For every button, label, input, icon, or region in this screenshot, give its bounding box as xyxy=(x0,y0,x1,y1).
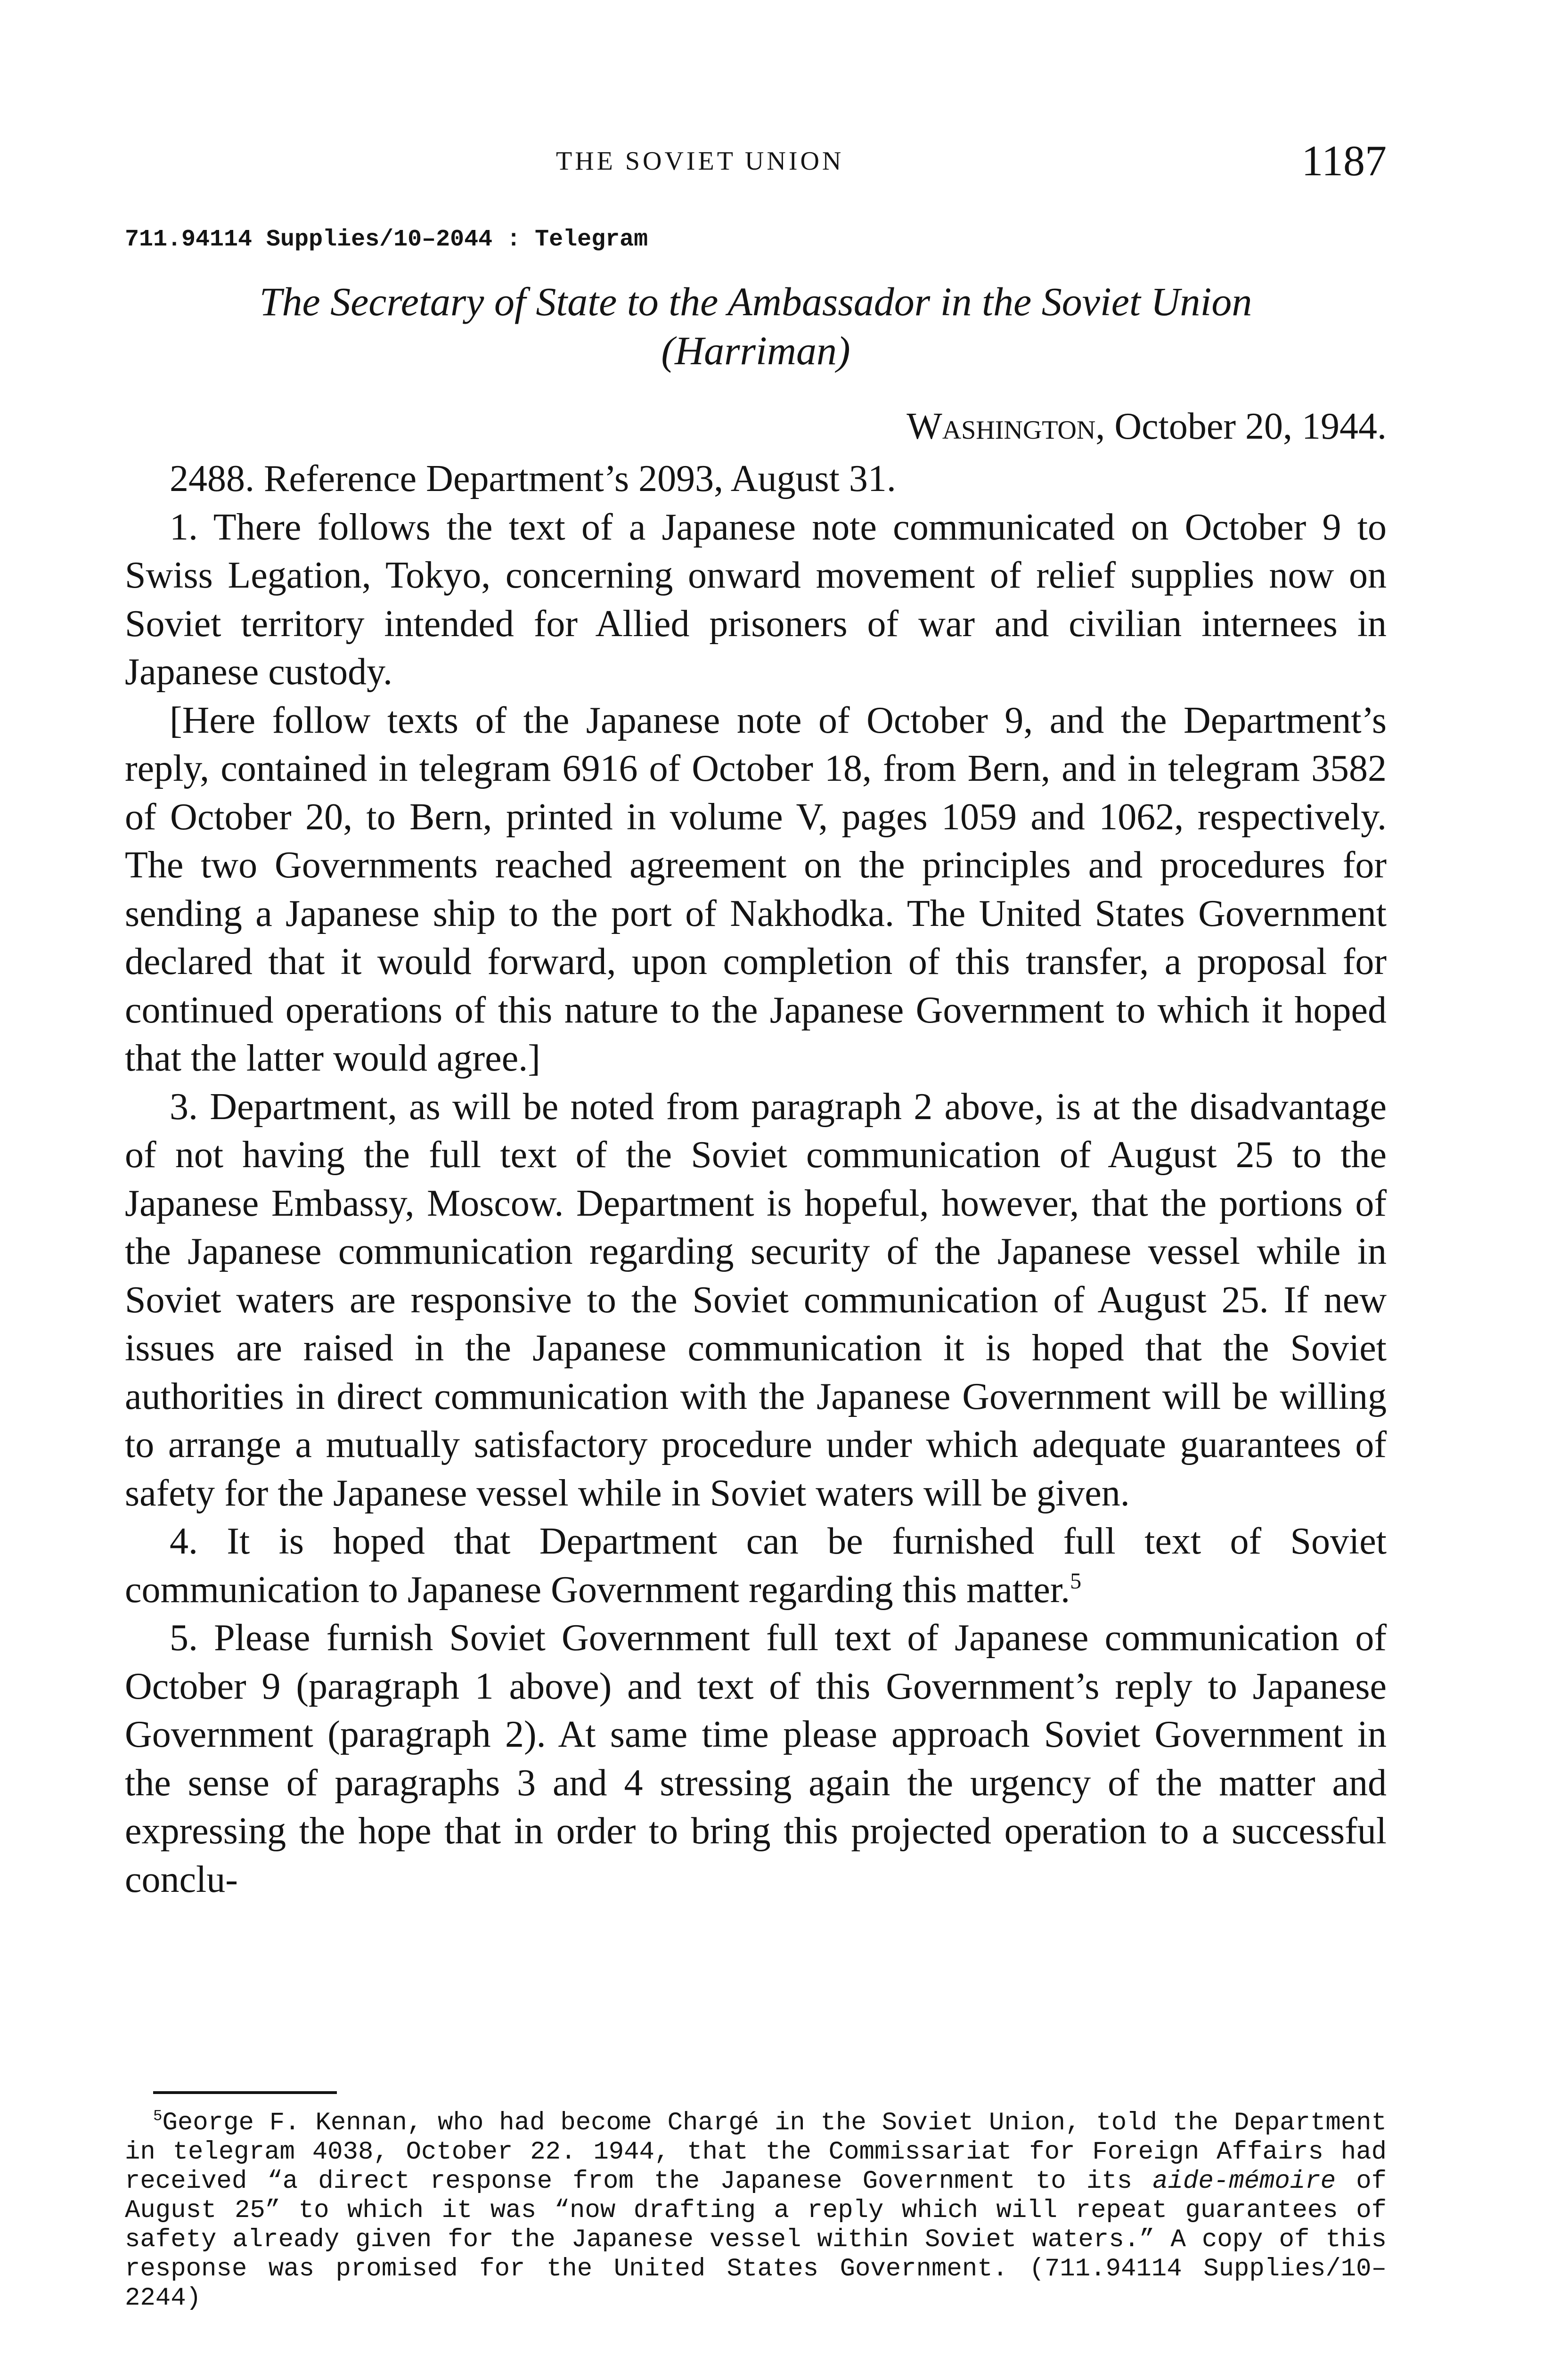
footnote-text-start: George F. Kennan, who had become Chargé in the Soviet Union, told the Department in telegram 4038, October 22. 1944, that the Commissariat for Foreign Affairs had received “a direct response from the Japanese Government to its xyxy=(125,2109,1387,2196)
paragraph-1: 1. There follows the text of a Japanese note communicated on October 9 to Swiss Legation, Tokyo, concerning onward movement of relief supplies now on Soviet territory intended for Allied prisoners of war and civilian internees in Japanese custody. xyxy=(125,506,1387,693)
paragraph-3: 3. Department, as will be noted from paragraph 2 above, is at the disadvantage of not having the full text of the Soviet communication of August 25 to the Japanese Embassy, Moscow. Department is hopeful, however, that the portions of the Japanese communication regarding security of the Japanese vessel while in Soviet waters are responsive to the Soviet communication of August 25. If new issues are raised in the Japanese communication it is hoped that the Soviet authorities in direct communication with the Japanese Government will be willing to arrange a mutually satisfactory procedure under which adequate guarantees of safety for the Japanese vessel while in Soviet waters will be given. xyxy=(125,1086,1387,1514)
dateline-place: Washington xyxy=(906,406,1096,447)
paragraph-editorial-note: [Here follow texts of the Japanese note of October 9, and the Department’s reply, contained in telegram 6916 of October 18, from Bern, and in telegram 3582 of October 20, to Bern, printed in volume V, pages 1059 and 1062, respectively. The two Governments reached agreement on the principles and procedures for sending a Japanese ship to the port of Nakhodka. The United States Government declared that it would forward, upon completion of this transfer, a proposal for continued operations of this nature to the Japanese Government to which it hoped that the latter would agree.] xyxy=(125,699,1387,1079)
running-head: THE SOVIET UNION xyxy=(556,147,844,176)
paragraph-reference: 2488. Reference Department’s 2093, August 31. xyxy=(170,458,896,499)
page-number: 1187 xyxy=(1301,137,1387,185)
dateline xyxy=(906,405,1387,448)
paragraph-5: 5. Please furnish Soviet Government full text of Japanese communication of October 9 (paragraph 1 above) and text of this Government’s reply to Japanese Government (paragraph 2). At same time please approach Soviet Government in the sense of paragraphs 3 and 4 stressing again the urgency of the matter and expressing the hope that in order to bring this projected operation to a successful conclu- xyxy=(125,1617,1387,1900)
title-name: (Harriman) xyxy=(661,328,850,373)
dateline-date: , October 20, 1944. xyxy=(1095,406,1387,447)
file-reference: 711.94114 Supplies/10–2044 : Telegram xyxy=(125,226,648,253)
document-title xyxy=(125,277,1387,375)
footnote-divider xyxy=(153,2091,337,2094)
paragraph-4-text: 4. It is hoped that Department can be furnished full text of Soviet communication to Japanese Government regarding this matter. xyxy=(125,1521,1387,1611)
footnote xyxy=(125,2109,1387,2313)
document-body xyxy=(125,455,1387,1904)
footnote-reference[interactable]: 5 xyxy=(1070,1568,1082,1594)
paragraph-4 xyxy=(125,1517,1387,1614)
footnote-text-end: of August 25” to which it was “now drafting a reply which will repeat guarantees of safety already given for the Japanese vessel within Soviet waters.” A copy of this response was promised for the United States Government. (711.94114 Supplies/10–2244) xyxy=(125,2167,1387,2313)
footnote-marker: 5 xyxy=(153,2107,163,2125)
title-line: The Secretary of State to the Ambassador in the Soviet Union xyxy=(259,279,1252,324)
footnote-italic-term: aide-mémoire xyxy=(1152,2167,1336,2196)
